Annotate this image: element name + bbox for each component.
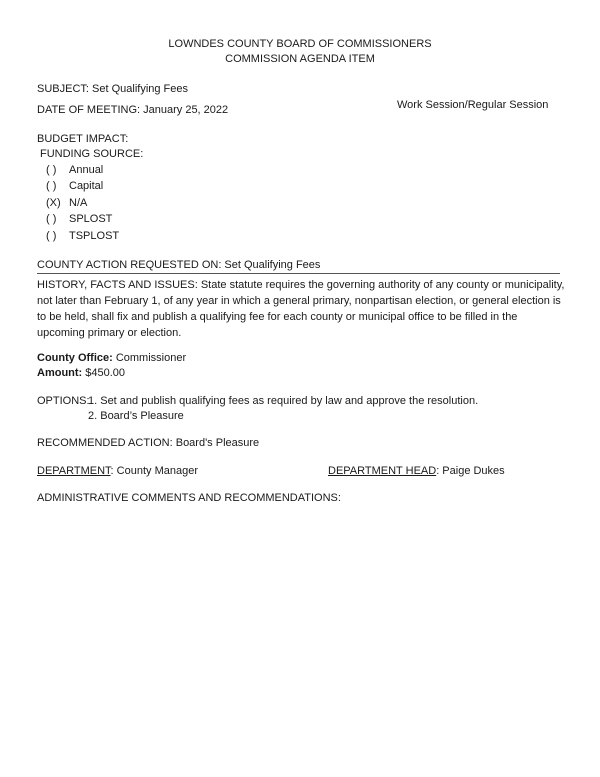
county-action: COUNTY ACTION REQUESTED ON: Set Qualifying Fees [37,259,321,271]
amount [37,365,125,381]
funding-source: FUNDING SOURCE: [40,148,144,160]
funding-label: Capital [69,180,104,192]
date-of-meeting: DATE OF MEETING: January 25, 2022 [37,104,229,116]
department-head-value: : Paige Dukes [436,465,505,477]
header-line-1: LOWNDES COUNTY BOARD OF COMMISSIONERS [168,38,432,50]
department-head [328,463,505,479]
amount-label: Amount: [37,367,83,379]
header-line-2: COMMISSION AGENDA ITEM [225,53,375,65]
county-office [37,350,186,366]
funding-label: SPLOST [69,213,113,225]
budget-impact: BUDGET IMPACT: [37,133,129,145]
funding-label: TSPLOST [69,230,120,242]
funding-mark: ( ) [46,164,57,176]
options-label: OPTIONS: [37,395,90,407]
funding-label: N/A [69,197,88,209]
history-facts-issues: HISTORY, FACTS AND ISSUES: State statute requires the governing authority of any county or municipality, not later than February 1, of any year in which a general primary, nonpartisan election, or general election is to be held, shall fix and publish a qualifying fee for each county or municipal office to be filled in the upcoming primary or election. [37,279,565,339]
department-value: : County Manager [110,465,198,477]
county-office-value: Commissioner [112,352,187,364]
amount-value: $450.00 [82,367,126,379]
department-label: DEPARTMENT [37,465,111,477]
county-office-label: County Office: [37,352,113,364]
funding-label: Annual [69,164,104,176]
department-head-label: DEPARTMENT HEAD [328,465,437,477]
subject: SUBJECT: Set Qualifying Fees [37,83,189,95]
funding-mark: ( ) [46,213,57,225]
divider [37,273,560,274]
session-type: Work Session/Regular Session [397,99,549,111]
funding-mark: ( ) [46,230,57,242]
admin-comments: ADMINISTRATIVE COMMENTS AND RECOMMENDATIONS: [37,492,341,504]
option-2: 2. Board’s Pleasure [88,410,184,422]
funding-mark: (X) [46,197,61,209]
option-1: 1. Set and publish qualifying fees as required by law and approve the resolution. [88,395,479,407]
funding-mark: ( ) [46,180,57,192]
department [37,463,198,479]
recommended-action: RECOMMENDED ACTION: Board's Pleasure [37,437,260,449]
